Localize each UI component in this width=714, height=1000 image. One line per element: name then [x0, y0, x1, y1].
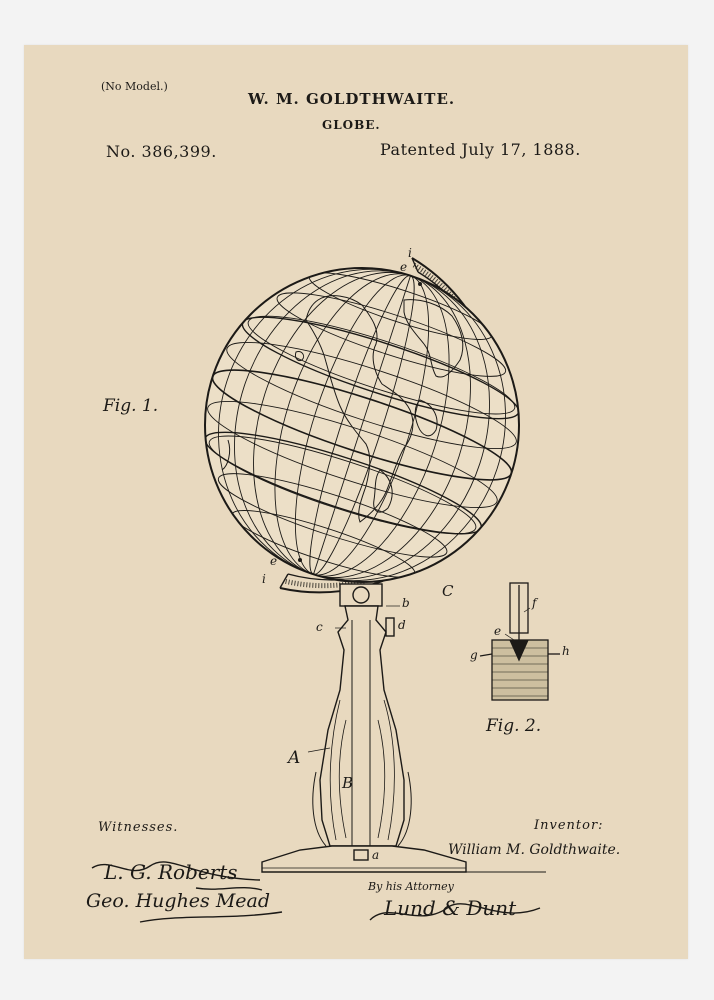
- ref-letter-i-top: i: [408, 246, 412, 260]
- ref-letter-f-fig2: f: [532, 596, 537, 610]
- ref-letter-B: B: [342, 774, 354, 792]
- witness-2-signature: Geo. Hughes Mead: [86, 890, 271, 912]
- ref-letter-d: d: [398, 618, 406, 632]
- figure-2-label: Fig. 2.: [486, 716, 542, 736]
- patent-number: No. 386,399.: [106, 142, 217, 161]
- inventor-name: W. M. GOLDTHWAITE.: [248, 90, 456, 108]
- ref-letter-c: c: [316, 620, 323, 634]
- ref-letter-i-left: i: [262, 572, 266, 586]
- attorney-label: By his Attorney: [368, 880, 454, 893]
- ref-letter-A: A: [288, 748, 301, 768]
- ref-letter-e-left: e: [270, 554, 278, 568]
- ref-letter-a: a: [372, 848, 380, 862]
- ref-letter-b: b: [402, 596, 410, 610]
- witnesses-label: Witnesses.: [98, 820, 179, 835]
- attorney-signature: Lund & Dunt: [384, 896, 517, 920]
- ref-letter-h-fig2: h: [562, 644, 570, 658]
- inventor-label: Inventor:: [534, 818, 604, 833]
- no-model-note: (No Model.): [101, 80, 168, 93]
- ref-letter-e-fig2: e: [494, 624, 502, 638]
- patent-title: GLOBE.: [322, 118, 381, 132]
- ref-letter-C: C: [442, 582, 454, 600]
- witness-1-signature: L. G. Roberts: [104, 860, 238, 884]
- ref-letter-g-fig2: g: [470, 648, 478, 662]
- patent-date: Patented July 17, 1888.: [380, 140, 581, 159]
- figure-2-detail: [480, 583, 560, 700]
- figure-1-label: Fig. 1.: [103, 396, 159, 416]
- inventor-signature: William M. Goldthwaite.: [448, 842, 621, 858]
- globe-sphere: [169, 232, 555, 618]
- ref-letter-e-top: e: [400, 260, 408, 274]
